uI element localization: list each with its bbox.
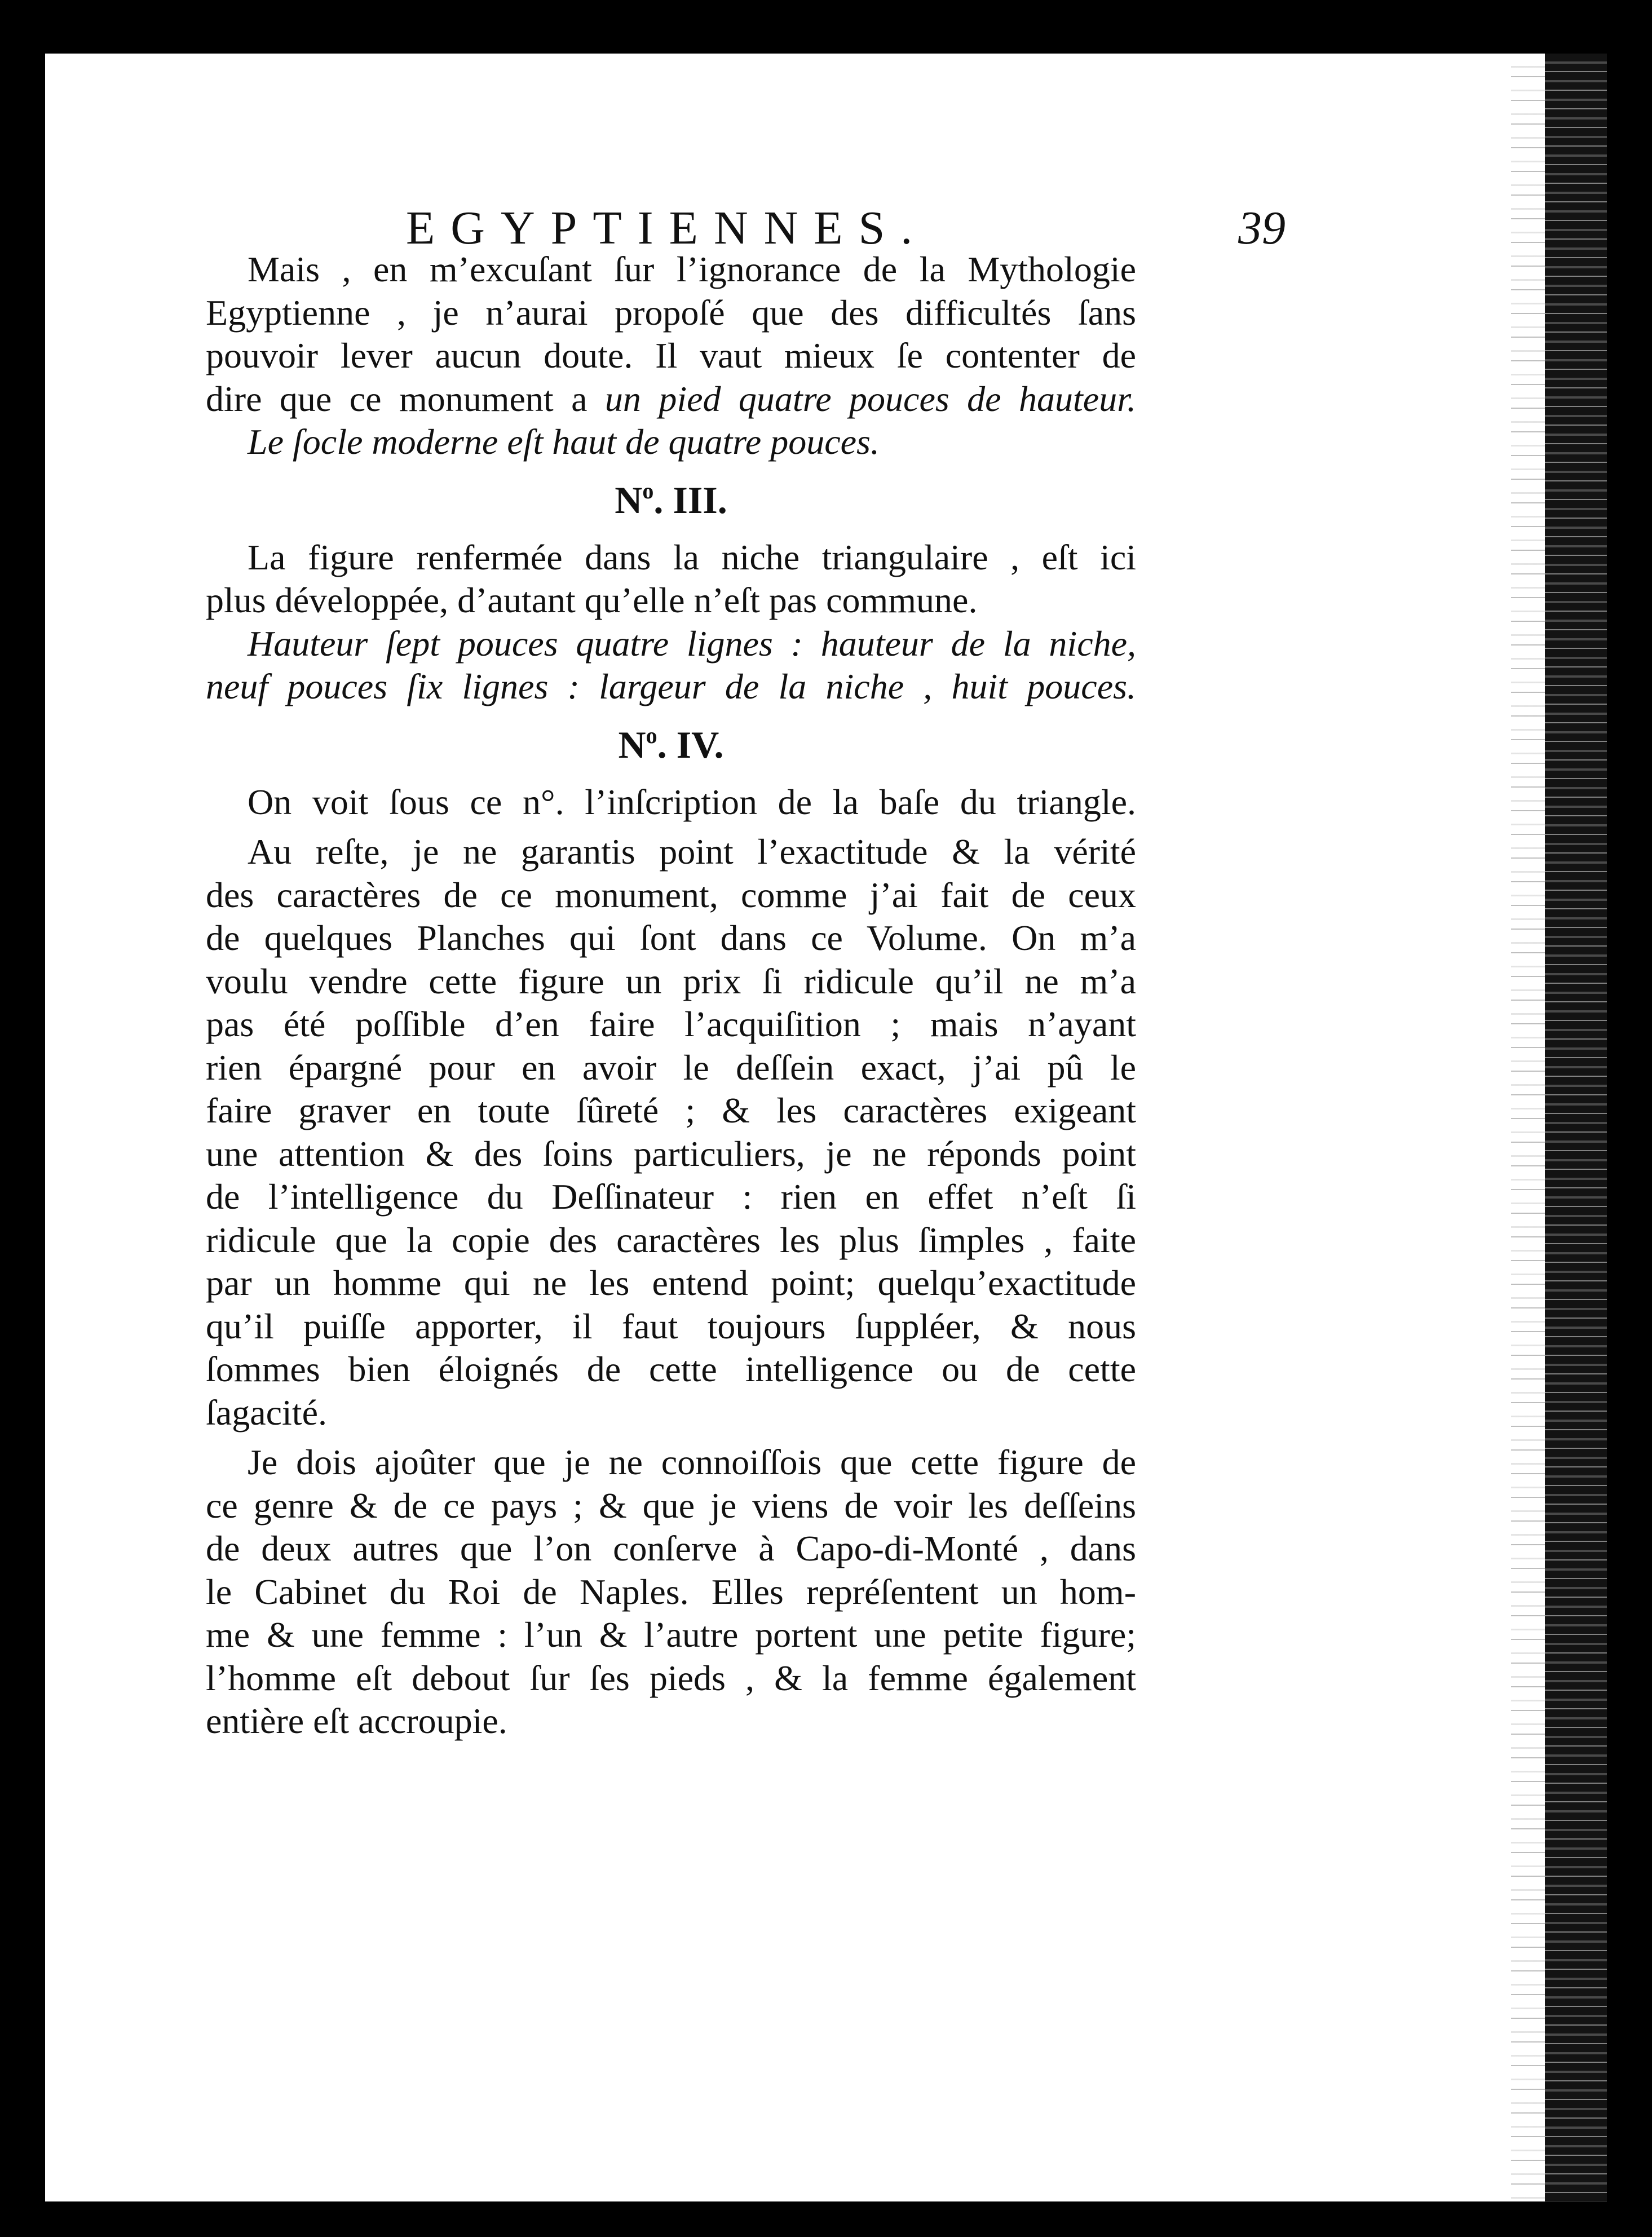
running-title: EGYPTIENNES. [406,202,929,254]
binding-edge [1545,54,1607,2201]
text-line: Mais , en m’excuſant ſur l’ignorance de la Mythologie [248,249,1136,289]
italic-text-span: un pied quatre pouces de hauteur. [604,378,1137,419]
heading-superscript: o [642,478,654,503]
text-line: Hauteur ſept pouces quatre lignes : hauteur de la niche, [248,623,1136,664]
text-line: Au reſte, je ne garantis point l’exactitude & la vérité [248,832,1136,872]
text-line: voulu vendre cette figure un prix ſi ridicule qu’il ne m’a [206,961,1136,1001]
text-line: Je dois ajoûter que je ne connoiſſois que cette figure de [248,1442,1136,1482]
text-line: qu’il puiſſe apporter, il faut toujours ſuppléer, & nous [206,1306,1136,1346]
text-line: plus développée, d’autant qu’elle n’eſt pas commune. [206,580,978,620]
section-heading-iii [206,464,1136,536]
paragraph-gap [206,824,1136,830]
heading-prefix: N [618,723,646,766]
text-line [206,378,1136,421]
body-text [206,248,1136,1743]
text-line: de quelques Planches qui ſont dans ce Volume. On m’a [206,918,1136,958]
page-number: 39 [1238,202,1286,254]
text-line: une attention & des ſoins particuliers, je ne réponds point [206,1133,1136,1174]
heading-prefix: N [615,478,643,521]
page-edge-shadow [1511,54,1545,2201]
text-line: l’homme eſt debout ſur ſes pieds , & la femme également [206,1657,1136,1698]
text-line: La figure renfermée dans la niche triangulaire , eſt ici [248,537,1136,577]
text-line: On voit ſous ce n°. l’inſcription de la baſe du triangle. [248,781,1136,822]
text-line: ce genre & de ce pays ; & que je viens de voir les deſſeins [206,1485,1136,1526]
text-line: par un homme qui ne les entend point; quelqu’exactitude [206,1263,1136,1303]
text-line: Le ſocle moderne eſt haut de quatre pouces. [248,422,880,462]
text-line: de deux autres que l’on conſerve à Capo-di-Monté , dans [206,1528,1136,1568]
text-line: rien épargné pour en avoir le deſſein exact, j’ai pû le [206,1047,1136,1087]
text-line: ſagacité. [206,1392,327,1433]
paragraph-gap [206,1434,1136,1441]
text-line: faire graver en toute ſûreté ; & les caractères exigeant [206,1090,1136,1130]
heading-suffix: . III. [653,478,727,521]
text-line: ſommes bien éloignés de cette intelligence ou de cette [206,1349,1136,1389]
text-line: ridicule que la copie des caractères les plus ſimples , faite [206,1219,1136,1260]
text-line: entière eſt accroupie. [206,1701,507,1741]
heading-suffix: . IV. [657,723,724,766]
page-header [361,203,1286,254]
text-line: le Cabinet du Roi de Naples. Elles repréſentent un hom- [206,1571,1136,1612]
text-line: Egyptienne , je n’aurai propoſé que des difficultés ſans [206,292,1136,333]
section-heading-iv [206,709,1136,781]
text-line: neuf pouces ſix lignes : largeur de la niche , huit pouces. [206,666,1136,706]
text-line: de l’intelligence du Deſſinateur : rien en effet n’eſt ſi [206,1177,1136,1217]
text-line: pouvoir lever aucun doute. Il vaut mieux ſe contenter de [206,335,1136,375]
text-line: pas été poſſible d’en faire l’acquiſition ; mais n’ayant [206,1004,1136,1044]
heading-superscript: o [646,722,657,748]
text-line: me & une femme : l’un & l’autre portent une petite figure; [206,1615,1136,1655]
text-line: des caractères de ce monument, comme j’ai fait de ceux [206,874,1136,915]
text-span: dire que ce monument a [206,378,605,419]
